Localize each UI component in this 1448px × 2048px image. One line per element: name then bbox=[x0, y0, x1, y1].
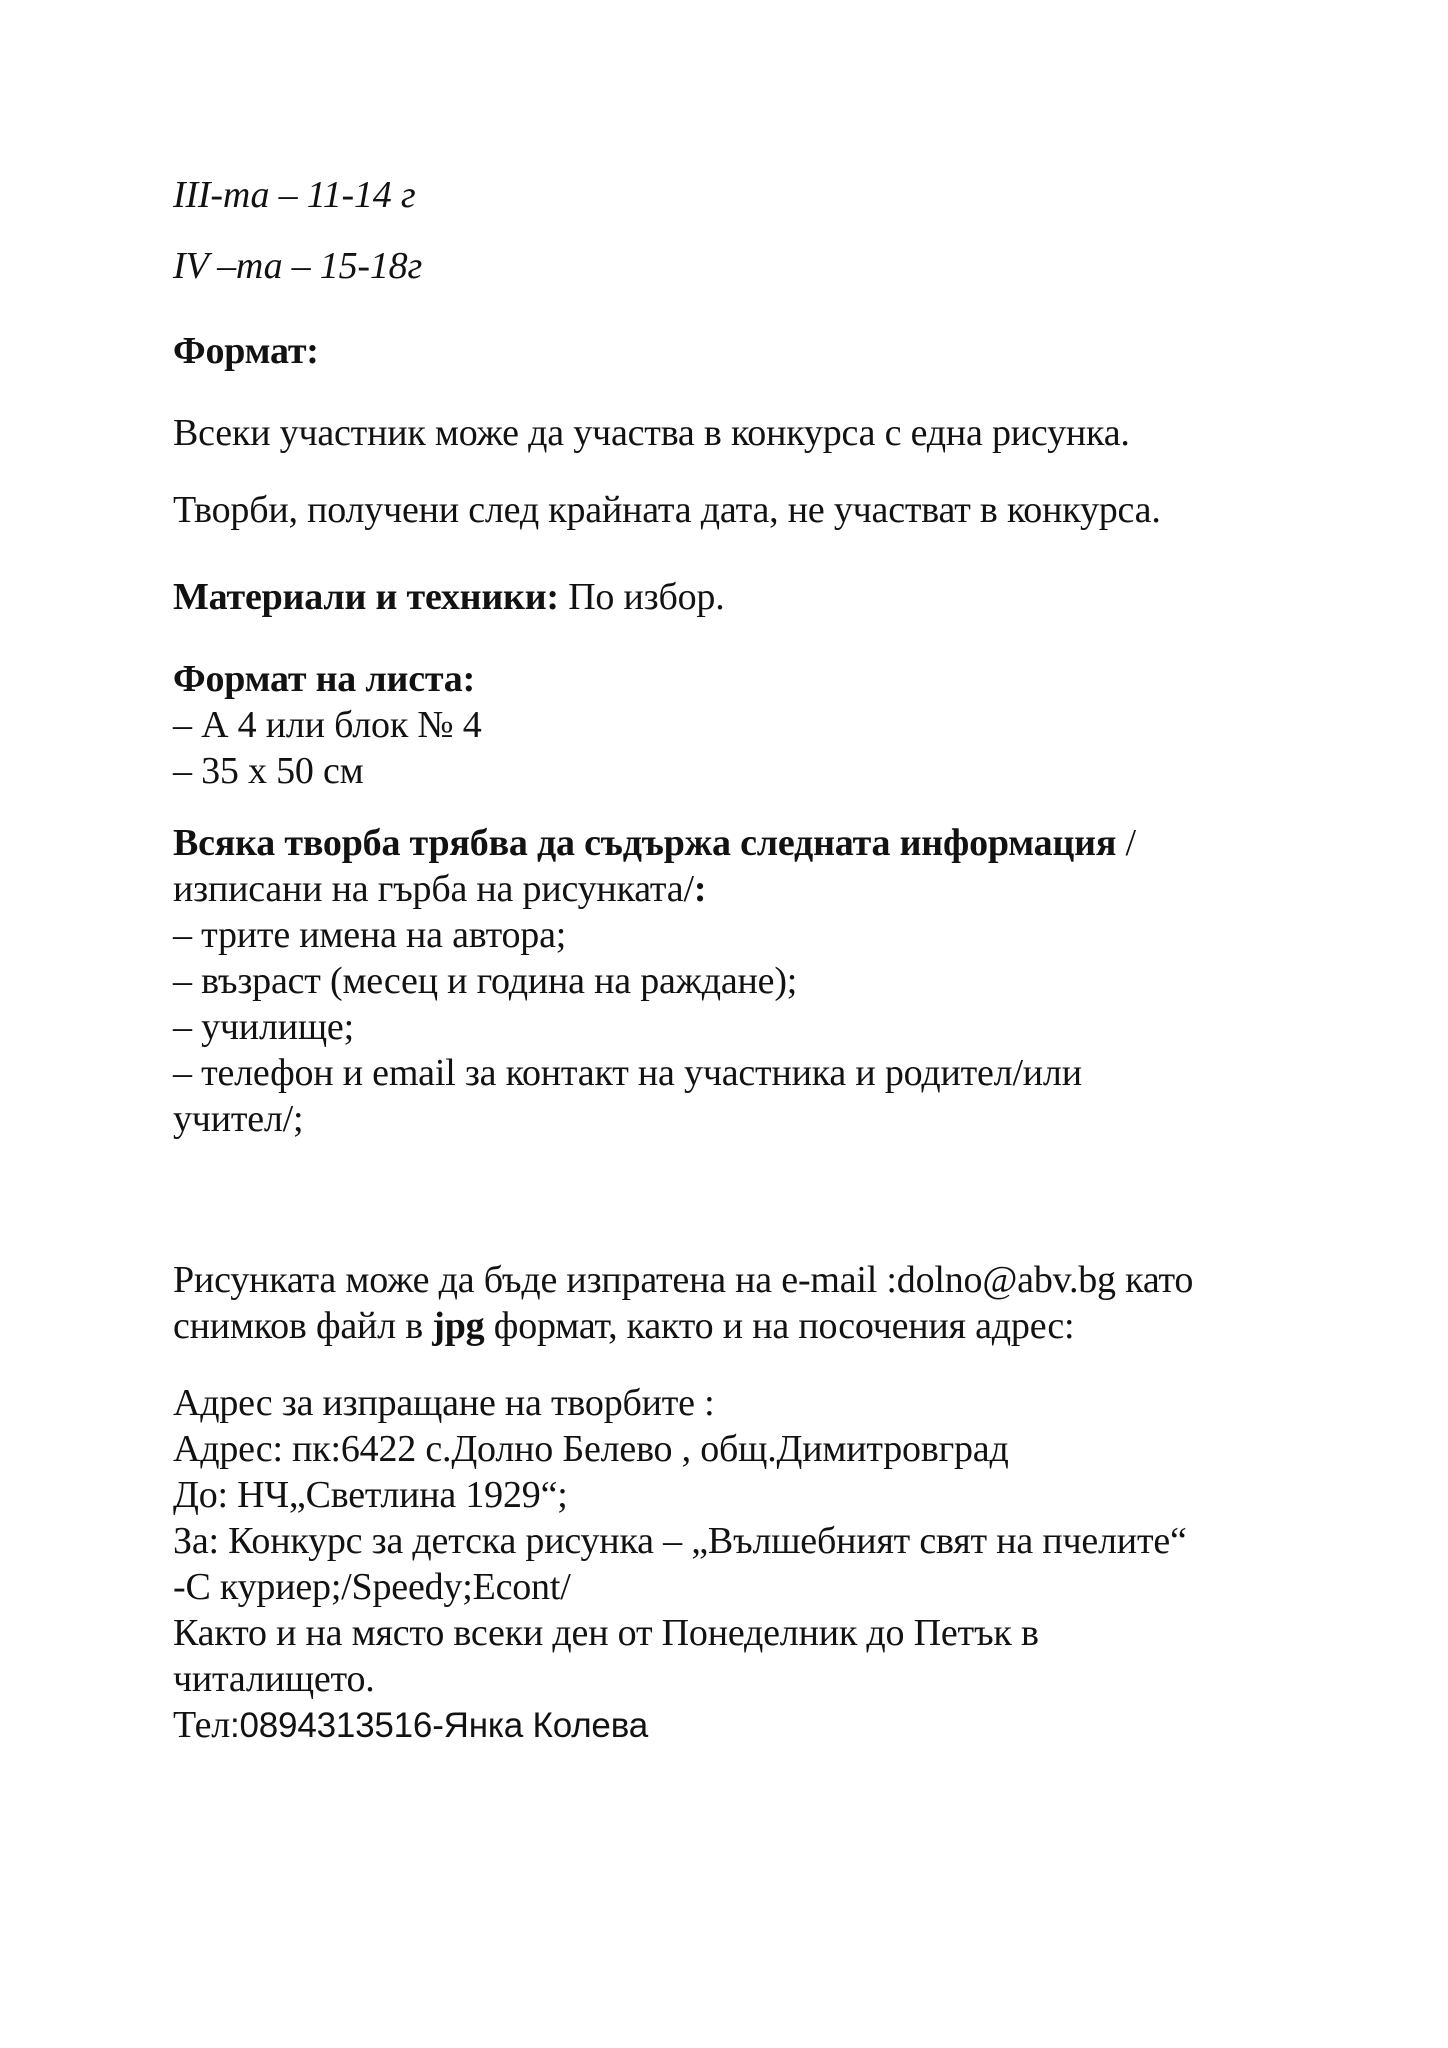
list-item-continuation bbox=[173, 1096, 1353, 1142]
text-run: формат, както и на посочения адрес: bbox=[484, 1305, 1075, 1347]
text-run: – трите имена на автора; bbox=[173, 914, 567, 956]
text-run: като bbox=[1115, 1259, 1194, 1301]
text-run: Рисунката може да бъде изпратена на e-mail : bbox=[173, 1259, 897, 1301]
age-group-line-4 bbox=[173, 243, 1353, 289]
text-line bbox=[173, 410, 1353, 456]
list-item bbox=[173, 702, 1353, 748]
section-heading: Формат: bbox=[173, 330, 319, 372]
text-run: Адрес за изпращане на творбите : bbox=[173, 1382, 715, 1424]
text-run: За: Конкурс за детска рисунка – „Вълшебният свят на пчелите“ bbox=[173, 1520, 1187, 1562]
section-heading: Всяка творба трябва да съдържа следната информация bbox=[173, 822, 1117, 864]
text-run: – училище; bbox=[173, 1006, 354, 1048]
text-run: -С куриер;/Speedy;Econt/ bbox=[173, 1566, 571, 1608]
text-run: изписани на гърба на рисунката/ bbox=[173, 868, 694, 910]
email-address: dolno@abv.bg bbox=[896, 1259, 1116, 1301]
text-line bbox=[173, 1257, 1353, 1303]
addressee-line bbox=[173, 1472, 1353, 1518]
text-line bbox=[173, 243, 1353, 289]
list-item bbox=[173, 958, 1353, 1004]
artwork-info-block bbox=[173, 820, 1353, 1142]
text-run: – възраст (месец и година на раждане); bbox=[173, 960, 798, 1002]
list-item bbox=[173, 748, 1353, 794]
text-line bbox=[173, 172, 1353, 218]
text-run: IV –та – 15-18г bbox=[173, 245, 423, 287]
text-run: – А 4 или блок № 4 bbox=[173, 704, 482, 746]
address-line bbox=[173, 1426, 1353, 1472]
text-run: Тел bbox=[173, 1704, 230, 1746]
in-person-line bbox=[173, 1610, 1353, 1656]
document-body bbox=[173, 0, 1353, 1749]
materials-line bbox=[173, 574, 1353, 620]
list-item bbox=[173, 1004, 1353, 1050]
text-run: По избор. bbox=[558, 576, 725, 618]
text-run: читалището. bbox=[173, 1658, 375, 1700]
address-intro-line bbox=[173, 1380, 1353, 1426]
text-line bbox=[173, 574, 1353, 620]
text-run: : bbox=[230, 1706, 240, 1745]
section-heading: Формат на листа: bbox=[173, 658, 476, 700]
deadline-rule bbox=[173, 487, 1353, 533]
phone-contact-line bbox=[173, 1702, 1353, 1749]
section-heading: Материали и техники: bbox=[173, 576, 559, 618]
text-line bbox=[173, 328, 1353, 374]
text-run: : bbox=[693, 868, 707, 910]
text-line bbox=[173, 866, 1353, 912]
text-run: снимков файл в bbox=[173, 1305, 433, 1347]
text-line bbox=[173, 1303, 1353, 1349]
submission-email-paragraph bbox=[173, 1257, 1353, 1349]
list-item bbox=[173, 1050, 1353, 1096]
in-person-line-continuation bbox=[173, 1656, 1353, 1702]
list-item bbox=[173, 912, 1353, 958]
mailing-address-block bbox=[173, 1380, 1353, 1749]
text-run: До: НЧ„Светлина 1929“; bbox=[173, 1474, 568, 1516]
text-run: Творби, получени след крайната дата, не участват в конкурса. bbox=[173, 489, 1161, 531]
courier-line bbox=[173, 1564, 1353, 1610]
age-group-line-3 bbox=[173, 172, 1353, 218]
text-line bbox=[173, 656, 1353, 702]
sheet-format-block bbox=[173, 656, 1353, 794]
text-run: – 35 х 50 см bbox=[173, 750, 364, 792]
text-line bbox=[173, 820, 1353, 866]
text-run: III-та – 11-14 г bbox=[173, 174, 416, 216]
phone-number: 0894313516 bbox=[239, 1706, 433, 1745]
text-run: Адрес: пк:6422 с.Долно Белево , общ.Димитровград bbox=[173, 1428, 1009, 1470]
text-run: учител/; bbox=[173, 1098, 304, 1140]
contact-person-name: -Янка Колева bbox=[432, 1706, 648, 1745]
participation-rule bbox=[173, 410, 1353, 456]
text-run: – телефон и email за контакт на участника и родител/или bbox=[173, 1052, 1082, 1094]
subject-line bbox=[173, 1518, 1353, 1564]
text-run: Както и на място всеки ден от Понеделник до Петък в bbox=[173, 1612, 1039, 1654]
text-run: / bbox=[1116, 822, 1136, 864]
text-run: Всеки участник може да участва в конкурса с една рисунка. bbox=[173, 412, 1130, 454]
text-line bbox=[173, 487, 1353, 533]
file-format-label: jpg bbox=[432, 1305, 485, 1347]
format-heading bbox=[173, 328, 1353, 374]
